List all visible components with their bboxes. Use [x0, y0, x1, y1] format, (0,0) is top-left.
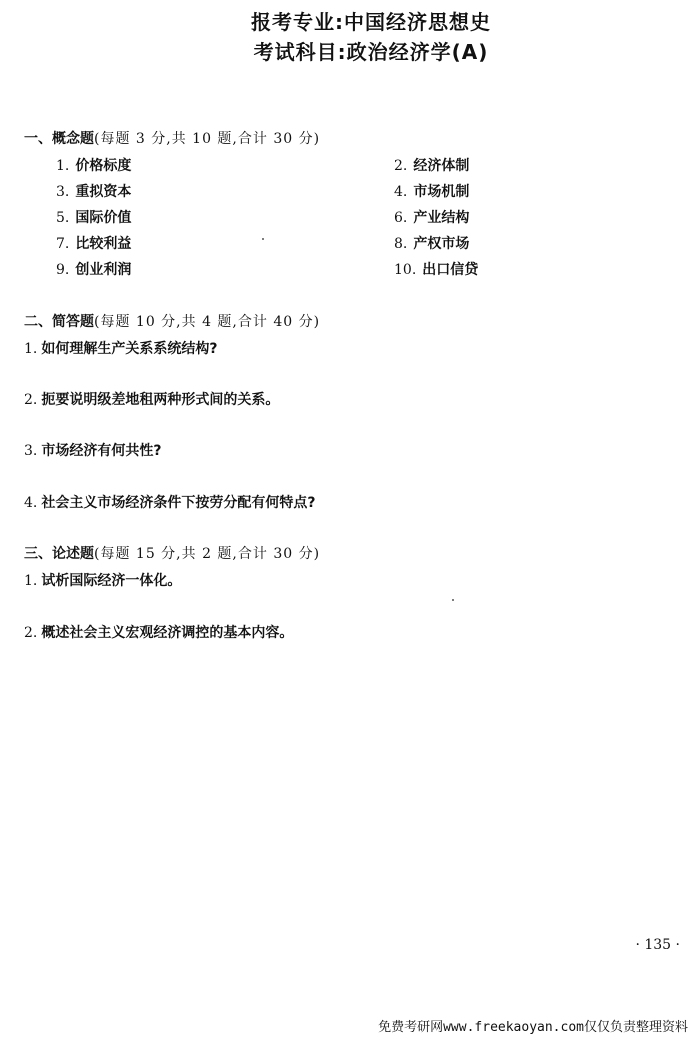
item-text: 概述社会主义宏观经济调控的基本内容。	[41, 625, 294, 641]
item-text: 市场机制	[413, 184, 470, 200]
short-answer-question	[24, 338, 217, 358]
item-number: 1.	[56, 158, 70, 174]
item-number: 9.	[56, 262, 70, 278]
item-number: 2.	[394, 158, 408, 174]
item-number: 4.	[394, 184, 408, 200]
concept-item	[394, 259, 478, 279]
exam-subject-title: 考试科目:政治经济学(A)	[253, 40, 489, 64]
scan-speck	[262, 238, 264, 240]
item-number: 5.	[56, 210, 70, 226]
section-note: (每题 3 分,共 10 题,合计 30 分)	[94, 131, 321, 147]
page-number: · 135 ·	[635, 937, 680, 953]
item-text: 经济体制	[413, 158, 470, 174]
essay-question	[24, 622, 293, 642]
concept-item	[394, 233, 469, 253]
item-number: 2.	[24, 625, 38, 641]
concept-item	[56, 207, 131, 227]
concept-item	[56, 181, 131, 201]
item-text: 价格标度	[75, 158, 132, 174]
item-number: 1.	[24, 341, 38, 357]
item-text: 社会主义市场经济条件下按劳分配有何特点?	[41, 495, 316, 511]
item-text: 重拟资本	[75, 184, 132, 200]
item-text: 市场经济有何共性?	[41, 443, 162, 459]
item-number: 10.	[394, 262, 417, 278]
section-name: 二、简答题	[24, 314, 94, 330]
scan-speck	[452, 599, 454, 601]
item-text: 出口信贷	[422, 262, 479, 278]
item-text: 产权市场	[413, 236, 470, 252]
concept-item	[394, 207, 469, 227]
item-number: 3.	[56, 184, 70, 200]
concept-item	[56, 233, 131, 253]
item-text: 试析国际经济一体化。	[41, 573, 182, 589]
concept-item	[56, 259, 131, 279]
item-number: 1.	[24, 573, 38, 589]
item-number: 3.	[24, 443, 38, 459]
item-number: 7.	[56, 236, 70, 252]
item-text: 创业利润	[75, 262, 132, 278]
section-short-answer-header	[24, 311, 320, 331]
section-concepts-header	[24, 128, 320, 148]
short-answer-question	[24, 389, 279, 409]
concept-item	[56, 155, 131, 175]
item-text: 扼要说明级差地租两种形式间的关系。	[41, 392, 280, 408]
essay-question	[24, 570, 181, 590]
section-name: 三、论述题	[24, 546, 94, 562]
footer-watermark: 免费考研网www.freekaoyan.com仅仅负责整理资料	[378, 1020, 688, 1035]
exam-major-title: 报考专业:中国经济思想史	[251, 10, 491, 34]
concept-item	[394, 155, 469, 175]
item-number: 4.	[24, 495, 38, 511]
short-answer-question	[24, 492, 315, 512]
item-text: 比较利益	[75, 236, 132, 252]
item-text: 如何理解生产关系系统结构?	[41, 341, 218, 357]
section-essay-header	[24, 543, 320, 563]
section-note: (每题 10 分,共 4 题,合计 40 分)	[94, 314, 321, 330]
item-text: 产业结构	[413, 210, 470, 226]
short-answer-question	[24, 440, 161, 460]
section-note: (每题 15 分,共 2 题,合计 30 分)	[94, 546, 321, 562]
item-text: 国际价值	[75, 210, 132, 226]
item-number: 8.	[394, 236, 408, 252]
section-name: 一、概念题	[24, 131, 94, 147]
item-number: 6.	[394, 210, 408, 226]
item-number: 2.	[24, 392, 38, 408]
concept-item	[394, 181, 469, 201]
